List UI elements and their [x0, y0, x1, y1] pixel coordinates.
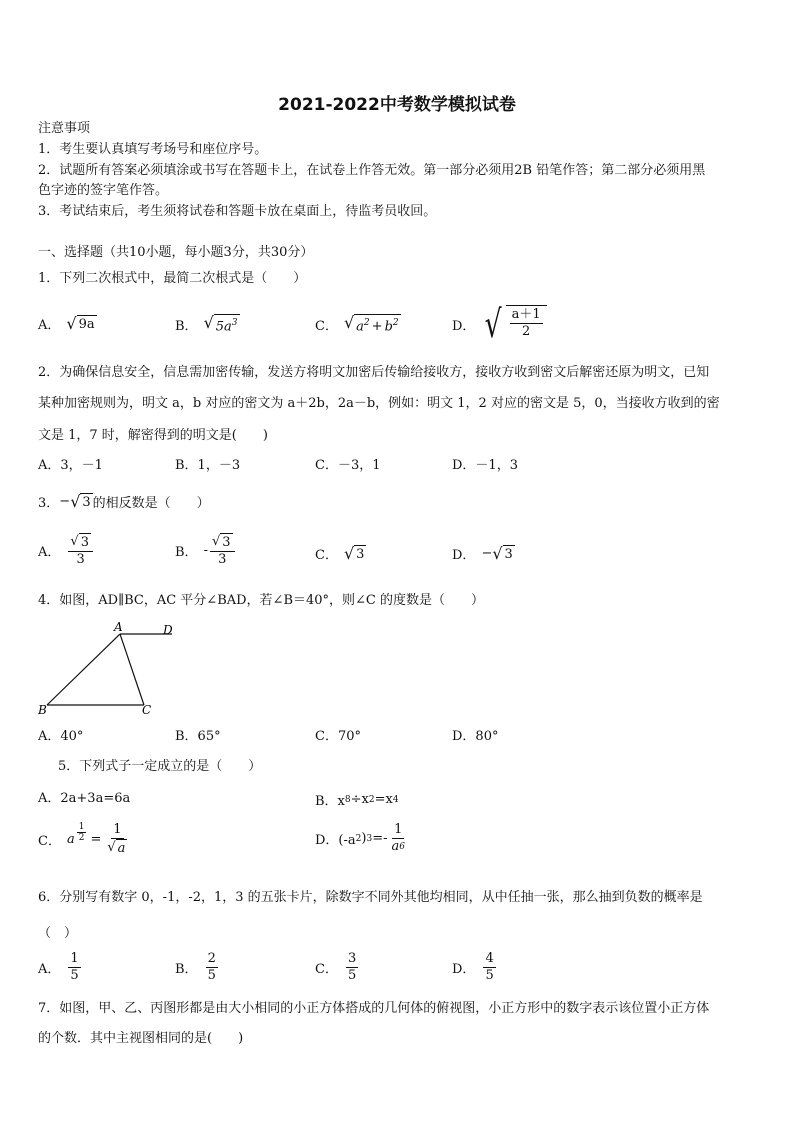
- section-heading: 一、选择题（共10小题，每小题3分，共30分）: [38, 245, 314, 260]
- fraction: 1 √ a: [107, 822, 126, 856]
- note-3: 3．考试结束后，考生须将试卷和答题卡放在桌面上，待监考员收回。: [38, 204, 437, 219]
- option-label: B．: [175, 319, 198, 335]
- option-label: B．: [175, 962, 198, 977]
- q2-option-a: A．3，－1: [38, 458, 103, 473]
- q5-option-b: B．x 8 ÷x 2 =x 4: [315, 792, 399, 809]
- q7-line-2: 的个数．其中主视图相同的是( ): [38, 1031, 244, 1046]
- fraction: $\frac{1}{5}$: [70, 951, 79, 983]
- option-label: C．: [315, 548, 338, 563]
- note-2: 2．试题所有答案必须填涂或书写在答题卡上，在试卷上作答无效。第一部分必须用2B 铅笔作答；第二部分必须用黑: [38, 163, 706, 178]
- q2-line-3: 文是 1，7 时，解密得到的明文是( ): [38, 428, 268, 443]
- q1-stem: 1．下列二次根式中，最简二次根式是（ ）: [38, 271, 307, 286]
- sqrt-expression: √ 3: [492, 543, 513, 563]
- triangle-figure: [30, 620, 190, 720]
- point-label-a: A: [114, 620, 123, 634]
- q3-option-b: B． - √ 3 3: [175, 533, 237, 568]
- sqrt-fraction: √ $\frac{a+1}{2}$: [481, 305, 546, 343]
- option-label: A．: [38, 318, 61, 333]
- q2-line-1: 2．为确保信息安全，信息需加密传输，发送方将明文加密后传输给接收方，接收方收到密文后解密还原为明文，已知: [38, 365, 710, 380]
- option-label: D．: [452, 318, 476, 334]
- option-label: C．: [38, 834, 61, 849]
- option-label: D．: [452, 962, 476, 977]
- q3-option-d: D． − √ 3: [452, 543, 513, 563]
- fraction: 1 a 6: [391, 822, 405, 854]
- fraction: √ 3 3: [210, 533, 235, 568]
- q3-option-c: [315, 544, 366, 563]
- sqrt-expression: √ $5a^3$: [203, 313, 238, 335]
- segment-ba: [47, 634, 120, 705]
- q4-stem: 4．如图，AD∥BC，AC 平分∠BAD，若∠B＝40°，则∠C 的度数是（ ）: [38, 593, 485, 608]
- note-2-cont: 色字迹的签字笔作答。: [38, 183, 169, 198]
- q2-option-d: D．－1，3: [452, 458, 518, 473]
- q6-option-b: [175, 951, 220, 984]
- fraction: $\frac{2}{5}$: [207, 951, 216, 983]
- q4-option-c: C．70°: [315, 729, 361, 744]
- option-label: B．: [175, 545, 198, 560]
- option-label: C．: [315, 319, 338, 335]
- option-label: A．: [38, 962, 61, 977]
- sqrt-expression: √ 3: [70, 491, 91, 511]
- q3-option-a: [38, 533, 95, 568]
- q5-option-d: D．(-a 2 ) 3 =- 1 a 6: [315, 822, 405, 854]
- q6-line-2: （ ）: [38, 926, 78, 941]
- q7-line-1: 7．如图，甲、乙、丙图形都是由大小相同的小正方体搭成的几何体的俯视图，小正方形中的数字表示该位置小正方体: [38, 1001, 710, 1016]
- q6-option-c: [315, 951, 360, 984]
- fraction: $\frac{3}{5}$: [347, 951, 357, 983]
- q1-option-a: [38, 314, 97, 333]
- page-title: 2021-2022中考数学模拟试卷: [278, 95, 516, 115]
- sqrt-expression: √ 9a: [66, 313, 95, 333]
- q1-option-c: [315, 314, 401, 335]
- notes-heading: 注意事项: [38, 121, 91, 136]
- option-label: C．: [315, 962, 338, 977]
- option-label: A．: [38, 545, 61, 560]
- q1-option-d: [452, 302, 547, 346]
- sqrt-expression: √ 3: [343, 543, 365, 563]
- q5-stem: 5．下列式子一定成立的是（ ）: [58, 759, 262, 774]
- q6-line-1: 6．分别写有数字 0，-1，-2，1，3 的五张卡片，除数字不同外其他均相同，从中任抽一张，那么抽到负数的概率是: [38, 890, 703, 905]
- q4-option-d: D．80°: [452, 729, 499, 744]
- q5-option-a: A．2a+3a=6a: [38, 791, 131, 806]
- q3-stem: 3． − √ 3 的相反数是（ ）: [38, 491, 210, 511]
- note-1: 1．考生要认真填写考场号和座位序号。: [38, 142, 268, 157]
- fraction: $\frac{4}{5}$: [485, 951, 494, 983]
- fraction: √ 3 3: [68, 533, 93, 568]
- option-label: D．: [452, 548, 476, 563]
- q2-option-c: C．－3，1: [315, 458, 381, 473]
- point-label-b: B: [38, 703, 47, 717]
- q4-option-a: A．40°: [38, 729, 84, 744]
- q4-option-b: B．65°: [175, 729, 221, 744]
- q2-line-2: 某种加密规则为，明文 a，b 对应的密文为 a＋2b，2a－b，例如：明文 1，2 对应的密文是 5，0，当接收方收到的密: [38, 396, 720, 411]
- q6-option-d: [452, 951, 498, 984]
- point-label-d: D: [163, 623, 173, 637]
- exponent-fraction: $\frac{1}{2}$: [78, 822, 85, 843]
- q2-option-b: B．1，－3: [175, 458, 241, 473]
- sqrt-expression: √ $a^2 + b^2$: [343, 313, 399, 335]
- q6-option-a: [38, 951, 83, 984]
- point-label-c: C: [142, 703, 152, 717]
- segment-ac: [120, 634, 144, 705]
- q5-option-c: C． a $\frac{1}{2}$ = 1 √ a: [38, 822, 131, 857]
- q1-option-b: [175, 314, 240, 335]
